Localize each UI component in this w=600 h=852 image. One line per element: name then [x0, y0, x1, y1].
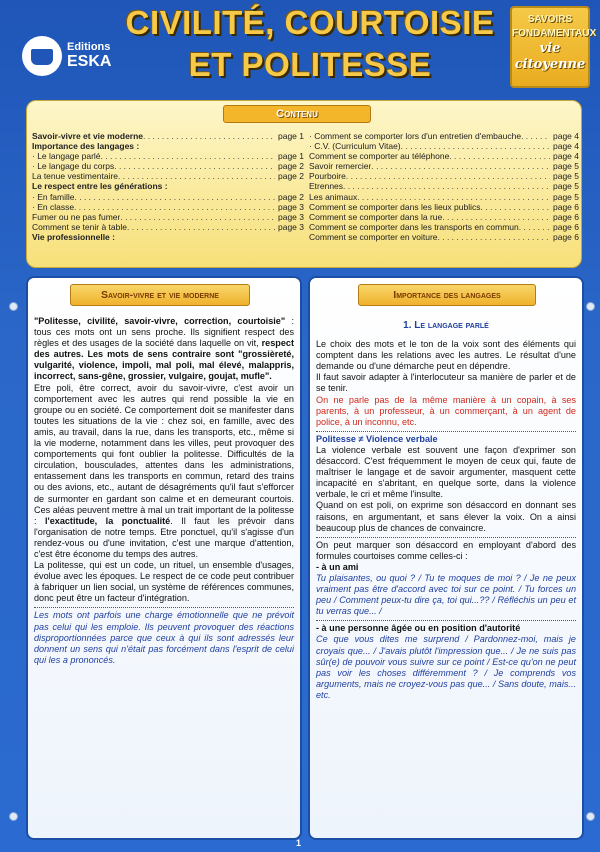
toc-entry-title: · C.V. (Curriculum Vitae)	[309, 141, 401, 152]
toc-entry-page: page 1	[278, 151, 304, 162]
toc-entry	[309, 202, 579, 212]
right-section-title: Importance des langages	[358, 284, 536, 306]
toc-leader-dots	[357, 192, 550, 202]
toc-entry-page: page 3	[278, 211, 304, 222]
right-paragraph-5: Quand on est poli, on exprime son désaccord en donnant ses raisons, en argumentant, et sans élever la voix. On a ainsi beaucoup plus de chances de convaincre.	[316, 500, 576, 533]
toc-leader-dots	[114, 161, 275, 171]
toc-leader-dots	[118, 171, 275, 181]
toc-entry-page: page 6	[553, 201, 579, 212]
toc-entry	[32, 151, 304, 161]
toc-entry	[32, 232, 304, 242]
toc-entry-page: page 3	[278, 201, 304, 212]
toc-entry-page: page 5	[553, 171, 579, 182]
toc-entry-title: · Le langage du corps	[32, 161, 115, 172]
toc-leader-dots	[127, 222, 275, 232]
heading-to-friend: - à un ami	[316, 561, 359, 572]
definition-terms: "Politesse, civilité, savoir-vivre, correction, courtoisie"	[34, 316, 286, 326]
toc-entry	[309, 131, 579, 141]
toc-entry	[32, 202, 304, 212]
toc-entry-page: page 5	[553, 161, 579, 172]
toc-entry	[309, 232, 579, 242]
toc-leader-dots	[438, 232, 551, 242]
contents-title: Contenu	[223, 105, 371, 123]
examples-elder: Ce que vous dites me surprend / Pardonnez-moi, mais je croyais que... / J'avais plutôt l'impression que... / Je ne suis pas sûr(e) de pouvoir vous suivre sur ce point / Est-ce qu'on ne peut pas voir les choses différemment ? / Je comprends vos arguments, mais ne croyez-vous pas que... / Sans doute, mais... etc.	[316, 634, 576, 700]
right-paragraph-1: Le choix des mots et le ton de la voix sont des éléments qui comptent dans les relations avec les autres. Le résultat d'une demande ou d'une démarche peut en dépendre.	[316, 339, 576, 372]
badge-line-2: FONDAMENTAUX	[512, 28, 597, 39]
toc-leader-dots	[74, 202, 275, 212]
toc-entry-page: page 5	[553, 191, 579, 202]
toc-entry	[32, 131, 304, 141]
toc-leader-dots	[143, 131, 275, 141]
toc-entry-page	[301, 181, 304, 191]
toc-entry-title: Savoir remercier	[309, 161, 372, 172]
toc-entry-title: · Comment se comporter lors d'un entretien d'embauche	[309, 131, 522, 141]
title-line-2: ET POLITESSE	[188, 46, 432, 83]
page-number: 1	[296, 838, 302, 848]
toc-entry-page: page 4	[553, 141, 579, 152]
toc-leader-dots	[139, 141, 301, 151]
badge-line-4: citoyenne	[514, 57, 586, 72]
binder-hole	[586, 812, 595, 821]
binder-hole	[9, 302, 18, 311]
toc-entry-title: Pourboire	[309, 171, 346, 182]
left-section-title: Savoir-vivre et vie moderne	[70, 284, 250, 306]
toc-entry	[32, 141, 304, 151]
divider	[316, 620, 576, 621]
right-section-body	[316, 320, 576, 701]
toc-entry-page: page 2	[278, 171, 304, 182]
toc-leader-dots	[521, 131, 550, 141]
divider	[34, 607, 294, 608]
toc-entry-page: page 4	[553, 151, 579, 162]
subheading-verbal-violence: Politesse ≠ Violence verbale	[316, 433, 438, 444]
toc-leader-dots	[168, 181, 301, 191]
toc-entry	[309, 141, 579, 151]
logo-eska: ESKA	[67, 52, 112, 70]
punctuality-term: l'exactitude, la ponctualité	[45, 515, 171, 526]
toc-entry-title: Comment se comporter en voiture	[309, 231, 438, 242]
toc-entry-page: page 2	[278, 161, 304, 172]
toc-leader-dots	[449, 151, 550, 161]
divider	[316, 537, 576, 538]
toc-entry-title: La tenue vestimentaire	[32, 171, 118, 182]
toc-entry-page: page 2	[278, 191, 304, 202]
toc-entry-title: · Le langage parlé	[32, 151, 101, 162]
right-paragraph-4: La violence verbale est souvent une façon d'exprimer son désaccord. C'est fréquemment le moyen de ceux qui, faute de maîtriser le langage et de savoir argumenter, masquent cette incapacité en s'abritant, en quelque sorte, dans la violence verbale, le cri et même l'insulte.	[316, 444, 576, 500]
toc-entry	[32, 171, 304, 181]
toc-leader-dots	[519, 222, 550, 232]
book-icon	[22, 36, 62, 76]
toc-entry	[309, 192, 579, 202]
toc-leader-dots	[442, 212, 550, 222]
toc-entry-title: · En classe	[32, 201, 75, 212]
toc-entry-title: Etrennes	[309, 181, 344, 192]
toc-entry	[309, 151, 579, 161]
paragraph-text: . Il faut les prévoir dans l'organisation de notre temps. Etre ponctuel, qu'il s'agisse d'un rendez-vous ou d'une invitation, c'est une marque d'attention, c'est être économe du temps des autres.	[34, 515, 295, 559]
right-paragraph-6: On peut marquer son désaccord en employant d'abord des formules courtoises comme celles-ci :	[316, 539, 576, 561]
toc-leader-dots	[371, 161, 550, 171]
left-paragraph-1	[34, 316, 294, 383]
binder-hole	[9, 812, 18, 821]
toc-entry-title: Vie professionnelle :	[32, 231, 115, 242]
antonyms-text: respect des autres. Les mots de sens contraire sont "grossièreté, vulgarité, violence, impoli, mal poli, mal élevé, malappris, incorrect, sans-gêne, grossier, vulgaire, goujat, mufle".	[34, 338, 294, 382]
toc-entry	[32, 181, 304, 191]
toc-entry-title: Savoir-vivre et vie moderne	[32, 131, 144, 141]
toc-entry	[309, 212, 579, 222]
left-section	[26, 276, 302, 840]
toc-entry-title: Le respect entre les générations :	[32, 181, 168, 192]
toc-entry	[32, 161, 304, 171]
badge-line-3: vie	[539, 41, 561, 56]
right-paragraph-red: On ne parle pas de la même manière à un copain, à ses parents, à un professeur, à un commerçant, à un agent de police, à un inconnu, etc.	[316, 394, 576, 427]
paragraph-text: Etre poli, être correct, avoir du savoir-vivre, c'est avoir un comportement avec les autres qui rend possible la vie en groupe ou en société. Ce comportement doit se manifester dans toutes les situations de la vie : chez soi, en famille, avec des amis, au travail, dans la rue, dans les transports, etc., même si la vie moderne, notamment dans les villes, peut provoquer des comportements qui font oublier la politesse. Difficultés de la circulation, bousculades, attentes dans les administrations, entassement dans les transports en commun, retard des trains ou des avions, etc., autant de désagréments qu'il faut s'efforcer de surmonter en gardant son calme et en demeurant courtois. Ces aléas peuvent mettre à mal un trait important de la politesse :	[34, 382, 294, 526]
toc-entry-page: page 5	[553, 181, 579, 192]
toc-entry	[309, 181, 579, 191]
left-paragraph-2	[34, 383, 294, 561]
toc-entry-title: Importance des langages :	[32, 141, 140, 152]
toc-entry-page	[301, 141, 304, 151]
badge-line-1: SAVOIRS	[527, 14, 573, 25]
toc-leader-dots	[115, 232, 301, 242]
toc-entry	[32, 192, 304, 202]
toc-entry	[309, 171, 579, 181]
toc-right-column	[309, 131, 579, 242]
toc-leader-dots	[343, 181, 550, 191]
series-badge	[510, 6, 597, 88]
toc-entry-page: page 1	[278, 131, 304, 141]
right-paragraph-2: Il faut savoir adapter à l'interlocuteur sa manière de parler et de se tenir.	[316, 372, 576, 394]
toc-entry-page: page 4	[553, 131, 579, 141]
toc-leader-dots	[481, 202, 551, 212]
left-section-body	[34, 316, 294, 666]
examples-friend: Tu plaisantes, ou quoi ? / Tu te moques de moi ? / Je ne peux vraiment pas être d'accord avec toi sur ce point. / Tu forces un peu / Comment peux-tu dire ça, toi qui...?? / Réfléchis un peu et tu verras que... /	[316, 572, 576, 617]
toc-entry	[309, 222, 579, 232]
toc-entry-title: Comment se comporter au téléphone	[309, 151, 450, 162]
table-of-contents	[26, 100, 582, 268]
toc-leader-dots	[346, 171, 550, 181]
toc-entry-page: page 6	[553, 211, 579, 222]
logo-editions: Editions	[67, 41, 111, 53]
right-section	[308, 276, 584, 840]
heading-to-elder: - à une personne âgée ou en position d'autorité	[316, 623, 521, 634]
divider	[316, 431, 576, 432]
left-paragraph-3: La politesse, qui est un code, un rituel, un ensemble d'usages, évolue avec les époques. Le respect de ce code peut contribuer à fabriquer un lien social, un système de références communes, donc peut être un facteur d'intégration.	[34, 560, 294, 604]
title-line-1: CIVILITÉ, COURTOISIE	[125, 4, 495, 41]
toc-left-column	[32, 131, 304, 242]
toc-entry	[309, 161, 579, 171]
toc-leader-dots	[75, 192, 275, 202]
toc-entry-page: page 6	[553, 221, 579, 232]
toc-entry-page: page 6	[553, 231, 579, 242]
toc-entry-title: Comment se comporter dans la rue	[309, 211, 443, 222]
binder-hole	[586, 302, 595, 311]
toc-entry-page	[301, 232, 304, 242]
toc-entry	[32, 212, 304, 222]
toc-entry-title: Comment se tenir à table	[32, 221, 127, 232]
toc-leader-dots	[120, 212, 275, 222]
toc-entry-title: Comment se comporter dans les lieux publics	[309, 201, 481, 212]
page-title	[110, 2, 510, 86]
left-paragraph-4: Les mots ont parfois une charge émotionnelle que ne prévoit pas celui qui les emploie. Ils peuvent provoquer des réactions disproportionnées parce que ceux à qui ils sont adressés leur donnent un sens qui n'était pas forcément dans l'esprit de celui qui les a prononcés.	[34, 610, 294, 665]
toc-entry-title: · En famille	[32, 191, 75, 202]
toc-leader-dots	[101, 151, 275, 161]
toc-entry-page: page 3	[278, 221, 304, 232]
subheading-spoken-language: 1. Le langage parlé	[403, 320, 489, 331]
toc-entry-title: Comment se comporter dans les transports en commun	[309, 221, 519, 232]
toc-entry	[32, 222, 304, 232]
toc-leader-dots	[401, 141, 550, 151]
toc-entry-title: Les animaux	[309, 191, 358, 202]
toc-entry-title: Fumer ou ne pas fumer	[32, 211, 121, 222]
definition-text: : tous ces mots ont un sens proche. Ils signifient respect des règles et des usages de la société dans laquelle on vit,	[34, 316, 294, 349]
